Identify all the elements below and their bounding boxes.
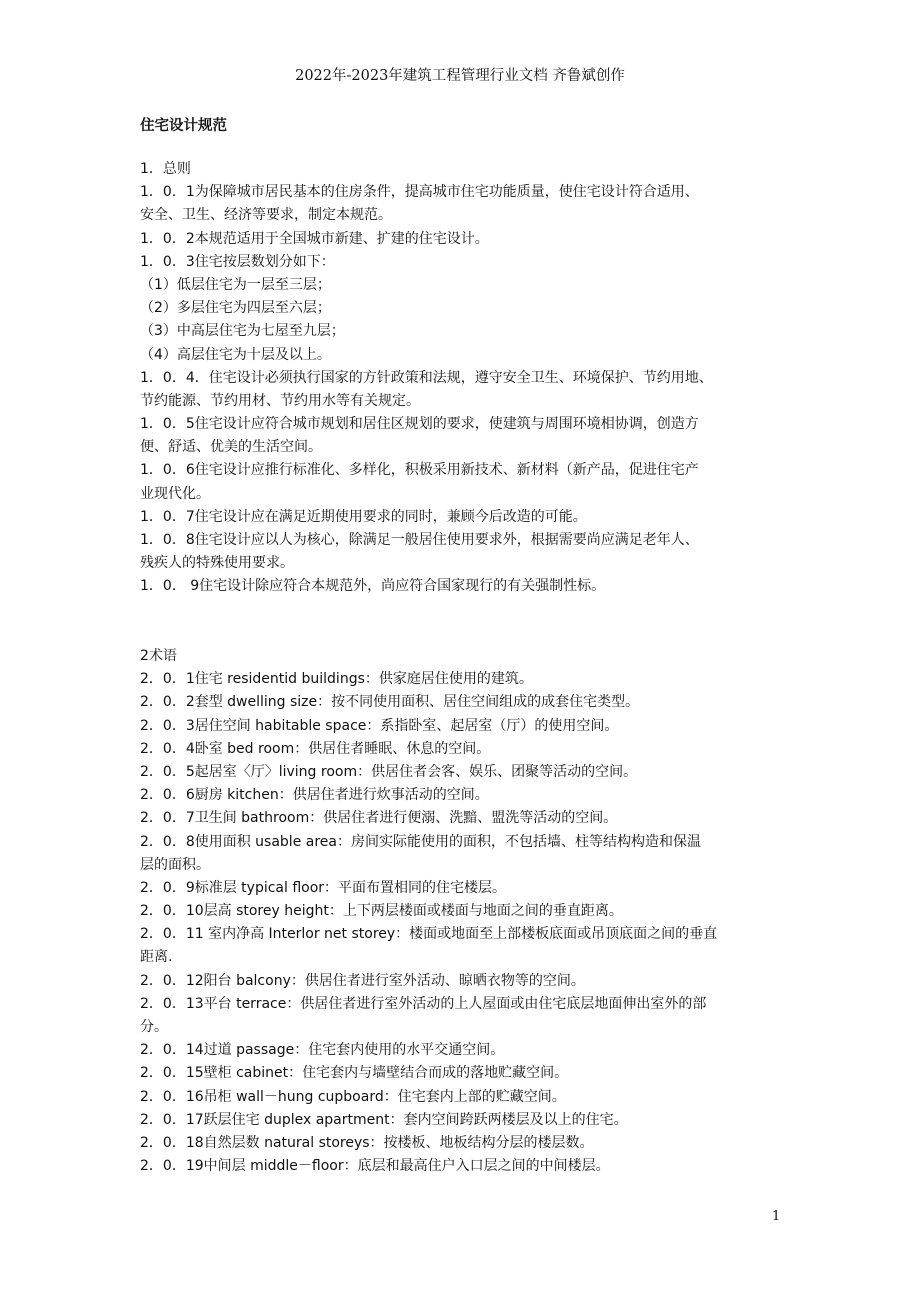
text-line: 2．0．7卫生间 bathroom：供居住者进行便溺、洗黯、盟洗等活动的空间。 [140, 810, 618, 827]
text-line: 1．0． 9住宅设计除应符合本规范外，尚应符合国家现行的有关强制性标。 [140, 578, 606, 595]
text-line: 2．0．3居住空间 habitable space：系指卧室、起居室（厅）的使用空间。 [140, 717, 619, 734]
text-line: 2术语 [140, 648, 177, 664]
text-line: 2．0．17跃层住宅 duplex apartment：套内空间跨跃两楼层及以上的住宅。 [140, 1111, 628, 1128]
text-line: （1）低层住宅为一层至三层； [140, 276, 331, 293]
text-line: 2．0．18自然层数 natural storeys：按楼板、地板结构分层的楼层数。 [140, 1134, 594, 1151]
text-line: 1．总则 [140, 161, 191, 177]
text-line: 2．0．4卧室 bed room：供居住者睡眠、休息的空间。 [140, 740, 491, 757]
text-line: 业现代化。 [140, 485, 210, 502]
text-line: 2．0．2套型 dwelling size：按不同使用面积、居住空间组成的成套住宅类型。 [140, 694, 640, 711]
text-line: 1．0．5住宅设计应符合城市规划和居住区规划的要求，使建筑与周围环境相协调，创造方 [140, 416, 699, 433]
text-line: 2．0．1住宅 residentid buildings：供家庭居住使用的建筑。 [140, 671, 533, 688]
text-line: 1．0．1为保障城市居民基本的住房条件，提高城市住宅功能质量，使住宅设计符合适用、 [140, 184, 699, 201]
page-header: 2022年-2023年建筑工程管理行业文档 齐鲁斌创作 [295, 68, 625, 84]
text-line: （2）多层住宅为四层至六层； [140, 300, 331, 317]
text-line: 2．0．6厨房 kitchen：供居住者进行炊事活动的空间。 [140, 787, 489, 804]
text-line: 1．0．6住宅设计应推行标准化、多样化，积极采用新技术、新材料（新产品，促进住宅产 [140, 462, 699, 479]
text-line: 2．0．10层高 storey height：上下两层楼面或楼面与地面之间的垂直距离。 [140, 903, 623, 920]
document-title: 住宅设计规范 [140, 118, 227, 134]
text-line: 1．0．7住宅设计应在满足近期使用要求的同时，兼顾今后改造的可能。 [140, 508, 587, 525]
text-line: （4）高层住宅为十层及以上。 [140, 346, 331, 363]
text-line: 1．0．4．住宅设计必须执行国家的方针政策和法规，遵守安全卫生、环境保护、节约用地、 [140, 369, 713, 386]
text-line: 便、舒适、优美的生活空间。 [140, 439, 322, 456]
text-line: 2．0．11 室内净高 Interlor net storey：楼面或地面至上部楼板底面或吊顶底面之间的垂直 [140, 926, 718, 943]
section-terms [140, 645, 785, 1178]
text-line: 2．0．15壁柜 cabinet：住宅套内与墙壁结合而成的落地贮藏空间。 [140, 1065, 569, 1082]
text-line: 节约能源、节约用材、节约用水等有关规定。 [140, 392, 420, 409]
text-line: 1．0．3住宅按层数划分如下： [140, 253, 335, 270]
text-line: 2．0．8使用面积 usable area：房间实际能使用的面积，不包括墙、柱等结构构造和保温 [140, 833, 701, 850]
text-line: 1．0．2本规范适用于全国城市新建、扩建的住宅设计。 [140, 230, 489, 247]
text-line: 距离. [140, 949, 173, 966]
text-line: 2．0．9标准层 typical floor：平面布置相同的住宅楼层。 [140, 879, 507, 896]
text-line: （3）中高层住宅为七屋至九层； [140, 323, 345, 340]
page-number: 1 [772, 1209, 781, 1224]
text-line: 2．0．19中间层 middle－floor：底层和最高住户入口层之间的中间楼层。 [140, 1158, 610, 1175]
text-line: 2．0．16吊柜 wall－hung cupboard：住宅套内上部的贮藏空间。 [140, 1088, 566, 1105]
text-line: 残疾人的特殊使用要求。 [140, 555, 294, 572]
text-line: 安全、卫生、经济等要求，制定本规范。 [140, 207, 392, 224]
text-line: 层的面积。 [140, 856, 210, 873]
text-line: 分。 [140, 1019, 168, 1035]
text-line: 2．0．5起居室〈厅〉living room：供居住者会客、娱乐、团聚等活动的空间。 [140, 763, 638, 780]
text-line: 2．0．12阳台 balcony：供居住者进行室外活动、晾晒衣物等的空间。 [140, 972, 585, 989]
text-line: 2．0．13平台 terrace：供居住者进行室外活动的上人屋面或由住宅底层地面伸出室外的部 [140, 995, 707, 1012]
text-line: 1．0．8住宅设计应以人为核心，除满足一般居住使用要求外，根据需要尚应满足老年人、 [140, 532, 699, 548]
text-line: 2．0．14过道 passage：住宅套内使用的水平交通空间。 [140, 1042, 505, 1059]
section-general [140, 158, 785, 599]
